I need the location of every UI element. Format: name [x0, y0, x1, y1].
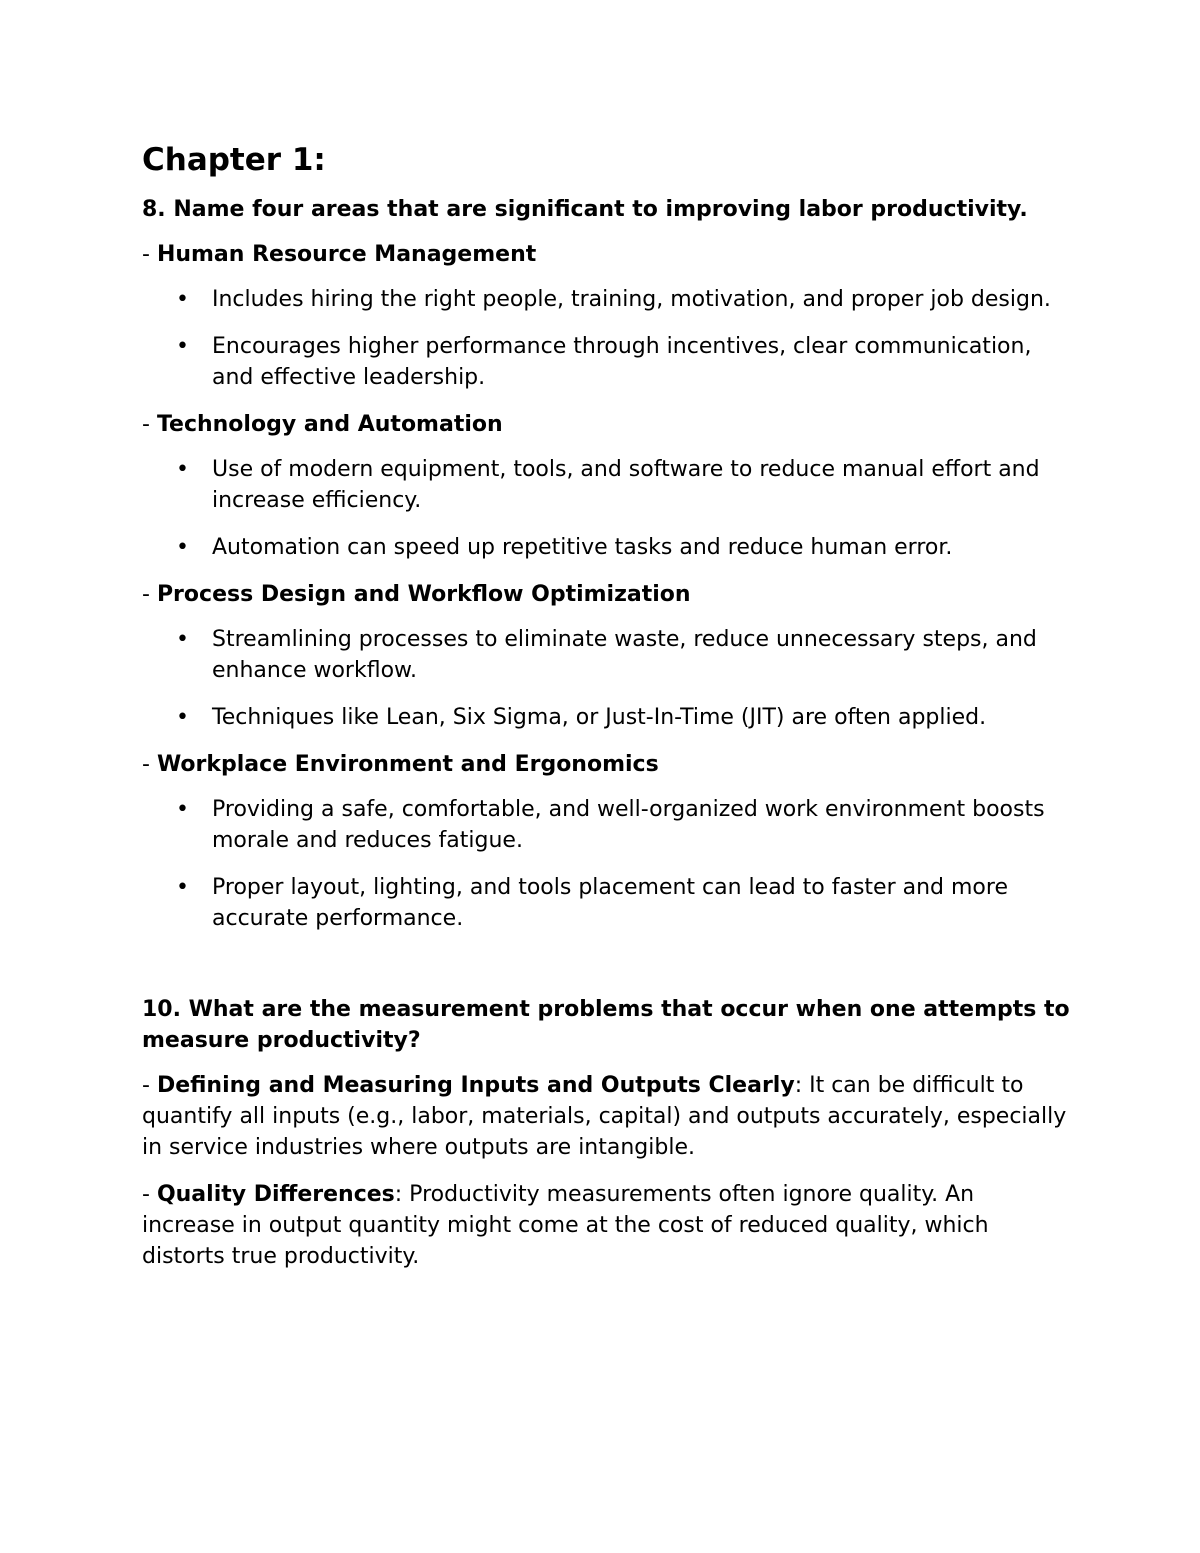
section-title: Technology and Automation — [156, 412, 503, 437]
section-dash: - — [142, 582, 157, 607]
list-item — [142, 454, 1072, 516]
bullet-text: Includes hiring the right people, training, motivation, and proper job design. — [212, 287, 1051, 312]
list-item — [142, 624, 1072, 686]
bullet-list-hr — [142, 284, 1072, 393]
section-heading-workplace — [142, 749, 1072, 780]
bullet-icon: • — [176, 797, 189, 822]
list-item — [142, 532, 1072, 563]
bullet-list-technology — [142, 454, 1072, 563]
item-dash: - — [142, 1073, 157, 1098]
section-heading-hr — [142, 239, 1072, 270]
list-item — [142, 331, 1072, 393]
question-10: 10. What are the measurement problems that occur when one attempts to measure productivity? — [142, 997, 1070, 1053]
bullet-list-workplace — [142, 794, 1072, 934]
list-item — [142, 794, 1072, 856]
section-title: Workplace Environment and Ergonomics — [156, 752, 659, 777]
list-item — [142, 872, 1072, 934]
section-heading-technology — [142, 409, 1072, 440]
document-page — [142, 138, 1072, 1288]
item-term: Defining and Measuring Inputs and Outputs Clearly — [156, 1073, 795, 1098]
list-item — [142, 702, 1072, 733]
item-term: Quality Differences — [156, 1182, 395, 1207]
list-item — [142, 284, 1072, 315]
section-dash: - — [142, 752, 157, 777]
spacer — [142, 950, 1072, 994]
bullet-text: Encourages higher performance through incentives, clear communication, and effective leadership. — [212, 334, 1032, 390]
section-title: Human Resource Management — [156, 242, 537, 267]
section-title: Process Design and Workflow Optimization — [156, 582, 691, 607]
bullet-text: Proper layout, lighting, and tools placement can lead to faster and more accurate performance. — [212, 875, 1008, 931]
bullet-icon: • — [176, 535, 189, 560]
bullet-text: Use of modern equipment, tools, and software to reduce manual effort and increase efficiency. — [212, 457, 1040, 513]
section-dash: - — [142, 242, 157, 267]
item-body: : Productivity measurements often ignore quality. An increase in output quantity might come at the cost of reduced quality, which distorts true productivity. — [142, 1182, 989, 1269]
item-dash: - — [142, 1182, 157, 1207]
bullet-icon: • — [176, 627, 189, 652]
measurement-problem-inputs-outputs — [142, 1070, 1072, 1163]
bullet-icon: • — [176, 875, 189, 900]
chapter-title: Chapter 1: — [142, 142, 326, 178]
item-body: : It can be difficult to quantify all inputs (e.g., labor, materials, capital) and outputs accurately, especially in service industries where outputs are intangible. — [142, 1073, 1067, 1160]
measurement-problem-quality — [142, 1179, 1072, 1272]
bullet-icon: • — [176, 334, 189, 359]
bullet-icon: • — [176, 457, 189, 482]
section-dash: - — [142, 412, 157, 437]
bullet-text: Streamlining processes to eliminate waste, reduce unnecessary steps, and enhance workflow. — [212, 627, 1037, 683]
bullet-text: Techniques like Lean, Six Sigma, or Just-In-Time (JIT) are often applied. — [212, 705, 987, 730]
bullet-icon: • — [176, 705, 189, 730]
question-8: 8. Name four areas that are significant to improving labor productivity. — [142, 197, 1028, 222]
bullet-text: Automation can speed up repetitive tasks and reduce human error. — [212, 535, 953, 560]
bullet-text: Providing a safe, comfortable, and well-organized work environment boosts morale and reduces fatigue. — [212, 797, 1045, 853]
section-heading-process — [142, 579, 1072, 610]
bullet-icon: • — [176, 287, 189, 312]
bullet-list-process — [142, 624, 1072, 733]
